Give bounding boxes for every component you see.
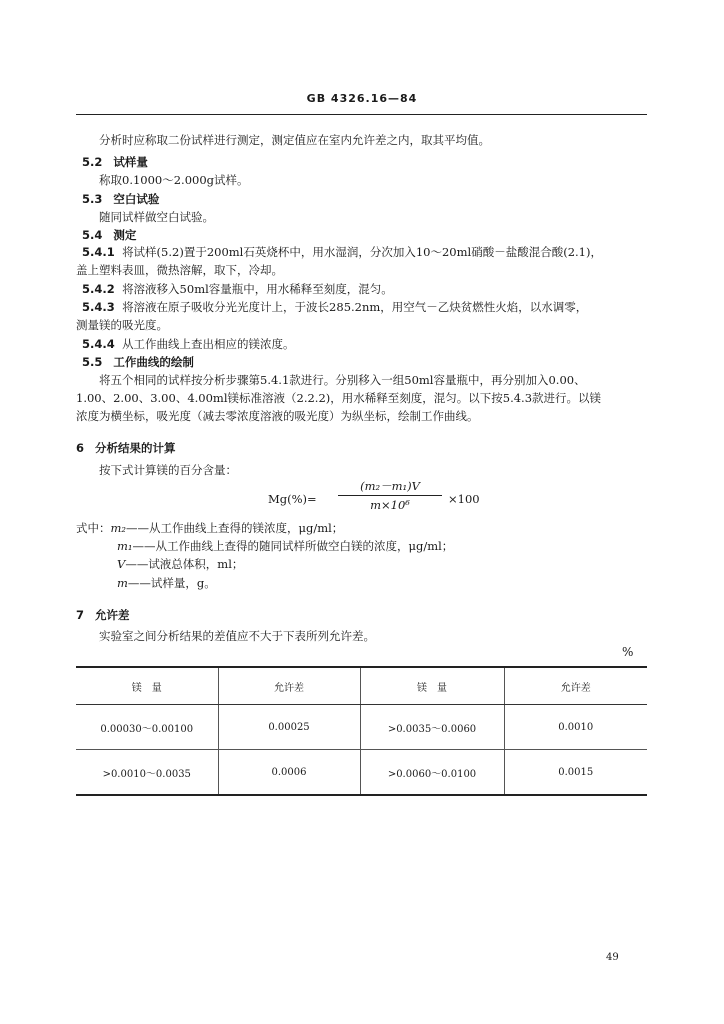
intro-text: 分析时应称取二份试样进行测定，测定值应在室内允许差之内，取其平均值。 xyxy=(99,133,490,147)
section-5-4-2: 5.4.2 将溶液移入50ml容量瓶中，用水稀释至刻度，混匀。 xyxy=(82,282,393,296)
section-5-4-3-line1: 5.4.3 将溶液在原子吸收分光光度计上，于波长285.2nm，用空气－乙炔贫燃性火焰，以水调零， xyxy=(82,300,588,314)
table-cell: >0.0060～0.0100 xyxy=(360,750,504,796)
section-5-4-4: 5.4.4 从工作曲线上查出相应的镁浓度。 xyxy=(82,337,295,351)
table-header-cell: 允许差 xyxy=(504,667,647,705)
section-5-5-line1: 将五个相同的试样按分析步骤第5.4.1款进行。分别移入一组50ml容量瓶中，再分别加入0.00、 xyxy=(99,373,586,387)
section-7-text: 实验室之间分析结果的差值应不大于下表所列允许差。 xyxy=(99,629,375,643)
unit-percent: % xyxy=(622,645,634,659)
section-5-3-heading: 5.3 空白试验 xyxy=(82,192,160,206)
section-6-text: 按下式计算镁的百分含量： xyxy=(99,463,237,477)
section-5-2-text: 称取0.1000～2.000g试样。 xyxy=(99,173,249,187)
where-v: V——试液总体积，ml； xyxy=(117,557,244,571)
table-cell: 0.0010 xyxy=(504,705,647,750)
section-5-5-line2: 1.00、2.00、3.00、4.00ml镁标准溶液（2.2.2)，用水稀释至刻度，混匀。以下按5.4.3款进行。以镁 xyxy=(76,391,602,405)
table-cell: 0.00030～0.00100 xyxy=(76,705,218,750)
table-cell: 0.0015 xyxy=(504,750,647,796)
formula-rhs: ×100 xyxy=(448,492,480,506)
section-6-heading: 6 分析结果的计算 xyxy=(76,441,176,455)
table-cell: >0.0010～0.0035 xyxy=(76,750,218,796)
header-rule xyxy=(76,114,647,115)
table-row xyxy=(76,750,647,796)
document-header: GB 4326.16—84 xyxy=(306,92,418,105)
table-row xyxy=(76,705,647,750)
section-5-4-1-line1: 5.4.1 将试样(5.2)置于200ml石英烧杯中，用水湿润，分次加入10～20ml硝酸－盐酸混合酸(2.1)， xyxy=(82,245,602,259)
section-5-4-heading: 5.4 测定 xyxy=(82,228,137,242)
table-header-row xyxy=(76,667,647,705)
formula-lhs: Mg(%)= xyxy=(268,492,317,506)
tolerance-table xyxy=(76,666,647,796)
table-header-cell: 镁 量 xyxy=(360,667,504,705)
formula-numerator: (m₂－m₁)V xyxy=(338,478,442,496)
section-5-2-heading: 5.2 试样量 xyxy=(82,155,148,169)
section-5-4-1-line2: 盖上塑料表皿，微热溶解，取下，冷却。 xyxy=(76,263,283,277)
section-5-3-text: 随同试样做空白试验。 xyxy=(99,210,214,224)
table-cell: 0.0006 xyxy=(218,750,360,796)
table-header-cell: 镁 量 xyxy=(76,667,218,705)
where-m1: m₁——从工作曲线上查得的随同试样所做空白镁的浓度，μg/ml； xyxy=(117,539,454,553)
section-5-5-line3: 浓度为横坐标，吸光度（减去零浓度溶液的吸光度）为纵坐标，绘制工作曲线。 xyxy=(76,409,479,423)
table-header-cell: 允许差 xyxy=(218,667,360,705)
where-m: m——试样量，g。 xyxy=(117,576,216,590)
section-5-4-3-line2: 测量镁的吸光度。 xyxy=(76,318,168,332)
section-5-5-heading: 5.5 工作曲线的绘制 xyxy=(82,355,194,369)
page-number: 49 xyxy=(606,952,619,963)
table-cell: 0.00025 xyxy=(218,705,360,750)
formula-denominator: m×10⁶ xyxy=(370,498,410,512)
where-m2: 式中：m₂——从工作曲线上查得的镁浓度，μg/ml； xyxy=(76,521,344,535)
formula-fraction xyxy=(338,478,442,512)
section-7-heading: 7 允许差 xyxy=(76,608,130,622)
table-cell: >0.0035～0.0060 xyxy=(360,705,504,750)
